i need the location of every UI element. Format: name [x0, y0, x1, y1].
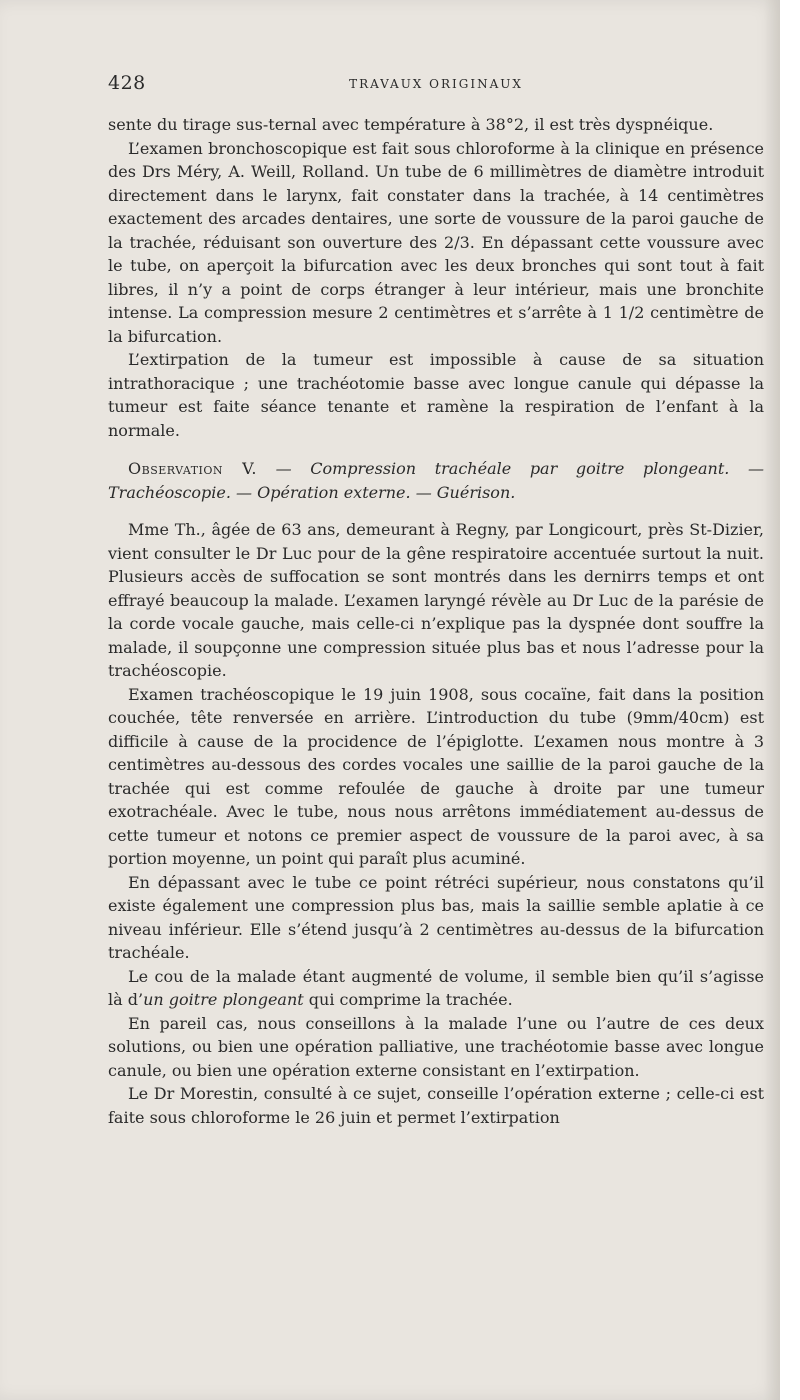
- goitre-italic: un goitre plongeant: [143, 990, 304, 1009]
- paragraph-solutions: En pareil cas, nous conseillons à la malade l’une ou l’autre de ces deux solutions, ou bien une opération palliative, une trachéotomie basse avec longue canule, ou bien une opération externe consistant en l’extirpation.: [108, 1013, 764, 1080]
- paragraph-extirpation: L’extirpation de la tumeur est impossible à cause de sa situation intrathoracique ; une trachéotomie basse avec longue canule qui dépasse la tumeur est faite séance tenante et ramène la respiration de l’enfant à la normale.: [108, 350, 764, 440]
- paragraph-exam: Examen trachéoscopique le 19 juin 1908, sous cocaïne, fait dans la position couchée, tête renversée en arrière. L’introduction du tube (9mm/40cm) est difficile à cause de la procidence de l’épiglotte. L’examen nous montre à 3 centimètres au-dessous des cordes vocales une saillie de la paroi gauche de la trachée qui est comme refoulée de gauche à droite par une tumeur exotrachéale. Avec le tube, nous nous arrêtons immédiatement au-dessus de cette tumeur et notons ce premier aspect de voussure de la paroi avec, à sa portion moyenne, un point qui paraît plus acuminé.: [108, 684, 764, 868]
- goitre-text-after: qui comprime la trachée.: [303, 990, 513, 1009]
- text-body: [108, 113, 764, 1129]
- paragraph-morestin: Le Dr Morestin, consulté à ce sujet, conseille l’opération externe ; celle-ci est faite sous chloroforme le 26 juin et permet l’extirpation: [108, 1084, 764, 1127]
- running-header: [108, 72, 764, 96]
- goitre-text-before: Le cou de la malade étant augmenté de volume, il semble bien qu’il s’agisse là d’: [108, 966, 764, 1009]
- paragraph-lower-compression: En dépassant avec le tube ce point rétréci supérieur, nous constatons qu’il existe également une compression plus bas, mais la saillie semble aplatie à ce niveau inférieur. Elle s’étend jusqu’à 2 centimètres au-dessus de la bifurcation trachéale.: [108, 872, 764, 962]
- page-number: 428: [108, 72, 146, 94]
- observation-title: — Compression trachéale par goitre plongeant. — Trachéoscopie. — Opération externe. — Guérison.: [108, 459, 764, 502]
- paragraph-patient: Mme Th., âgée de 63 ans, demeurant à Regny, par Longicourt, près St-Dizier, vient consulter le Dr Luc pour de la gêne respiratoire accentuée surtout la nuit. Plusieurs accès de suffocation se sont montrés dans les dernirrs temps et ont effrayé beaucoup la malade. L’examen laryngé révèle au Dr Luc de la parésie de la corde vocale gauche, mais celle-ci n’explique pas la dyspnée dont souffre la malade, il soupçonne une compression située plus bas et nous l’adresse pour la trachéoscopie.: [108, 520, 764, 680]
- paragraph-continued: sente du tirage sus-ternal avec température à 38°2, il est très dyspnéique.: [108, 115, 714, 134]
- observation-heading: [108, 457, 764, 504]
- running-title: TRAVAUX ORIGINAUX: [349, 77, 523, 91]
- observation-label: Observation V.: [128, 459, 257, 478]
- paragraph-bronchoscopy: L’examen bronchoscopique est fait sous chloroforme à la clinique en présence des Drs Méry, A. Weill, Rolland. Un tube de 6 millimètres de diamètre introduit directement dans le larynx, fait constater dans la trachée, à 14 centimètres exactement des arcades dentaires, une sorte de voussure de la paroi gauche de la trachée, réduisant son ouverture des 2/3. En dépassant cette voussure avec le tube, on aperçoit la bifurcation avec les deux bronches qui sont tout à fait libres, il n’y a point de corps étranger à leur intérieur, mais une bronchite intense. La compression mesure 2 centimètres et s’arrête à 1 1/2 centimètre de la bifurcation.: [108, 138, 764, 346]
- paragraph-goitre: [108, 965, 764, 1012]
